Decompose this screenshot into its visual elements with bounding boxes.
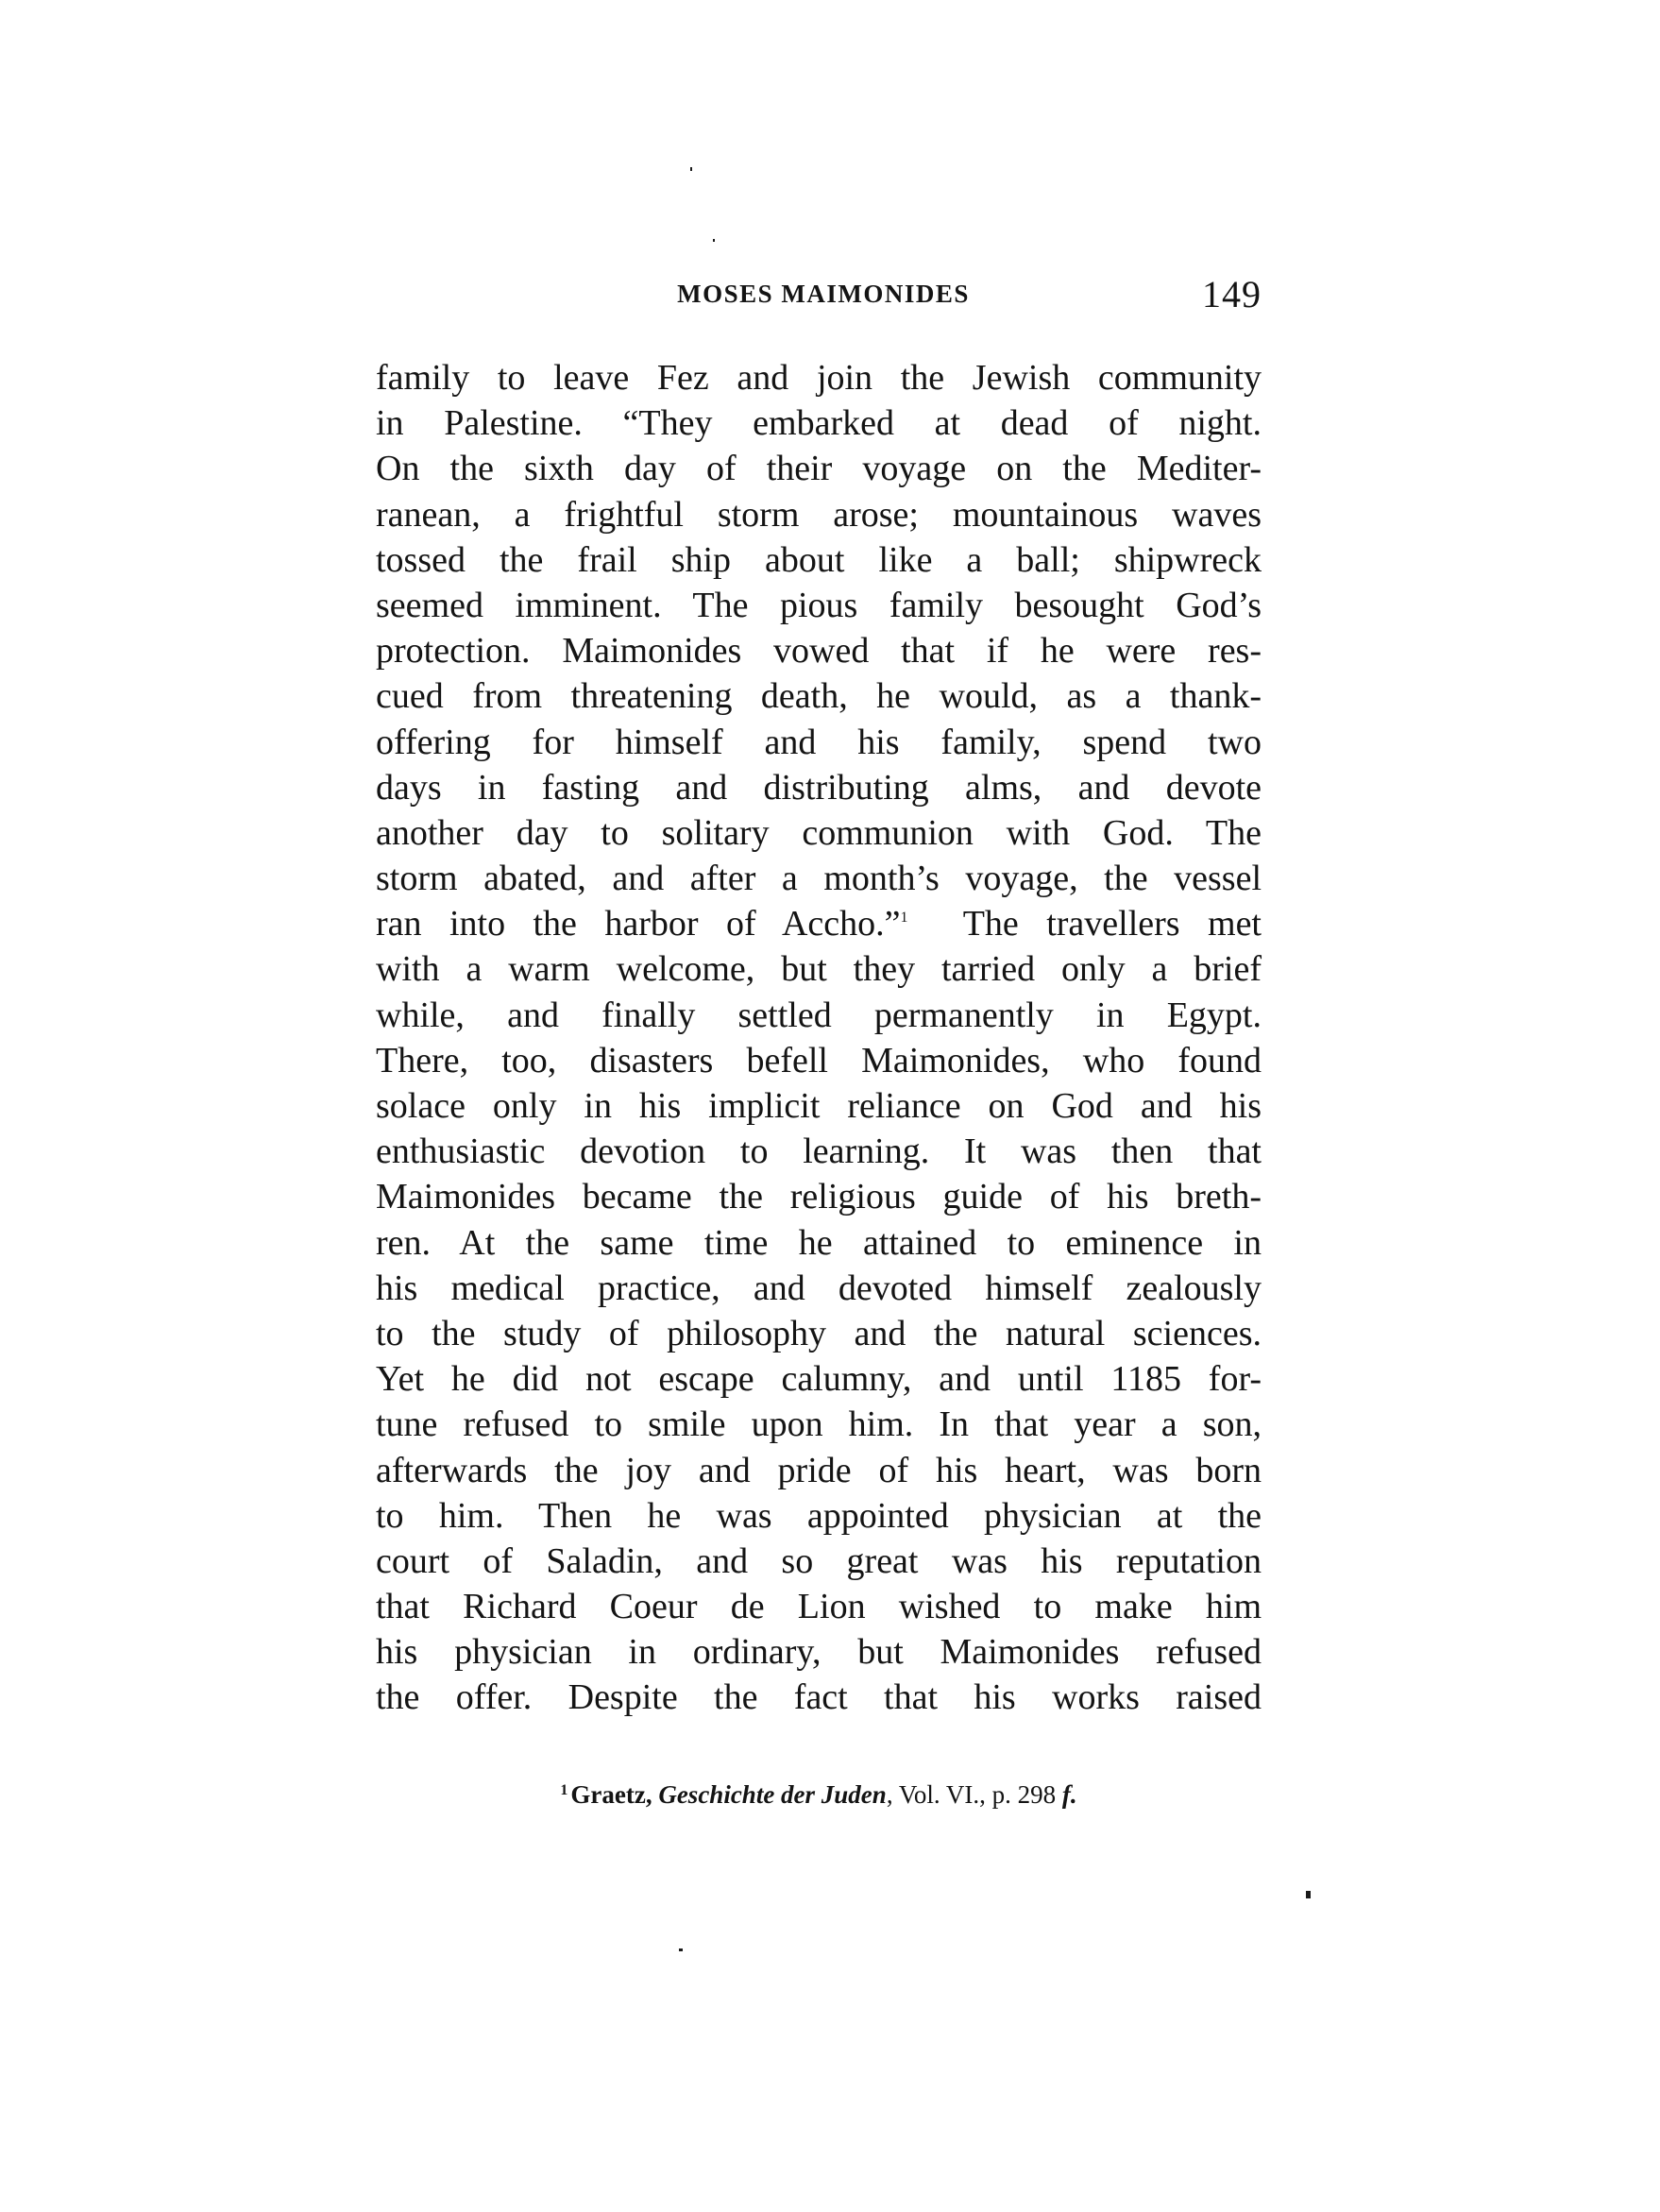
text-line: his medical practice, and devoted himself zealously: [376, 1268, 1262, 1308]
page-number: 149: [1202, 273, 1262, 315]
text-line: ranean, a frightful storm arose; mountainous waves: [376, 494, 1262, 535]
text-line: the offer. Despite the fact that his works raised: [376, 1677, 1262, 1718]
scan-speck: [690, 167, 692, 171]
scan-speck: [1306, 1891, 1311, 1898]
text-line: that Richard Coeur de Lion wished to make him: [376, 1587, 1262, 1627]
text-line: in Palestine. “They embarked at dead of night.: [376, 403, 1262, 444]
running-title: MOSES MAIMONIDES: [677, 280, 970, 308]
text-line: to the study of philosophy and the natural sciences.: [376, 1313, 1262, 1353]
footnote: [376, 1780, 1262, 1810]
footnote-title: Geschichte der Juden: [658, 1780, 887, 1809]
text-line: solace only in his implicit reliance on God and his: [376, 1086, 1262, 1126]
running-header: [376, 272, 1262, 319]
text-line: another day to solitary communion with God. The: [376, 812, 1262, 853]
text-line: with a warm welcome, but they tarried only a brief: [376, 949, 1262, 990]
footnote-author: Graetz,: [570, 1780, 659, 1809]
line-text: ran into the harbor of Accho.”: [376, 904, 901, 944]
footnote-marker: 1: [560, 1782, 568, 1798]
text-line: tossed the frail ship about like a ball; shipwreck: [376, 539, 1262, 580]
text-line: protection. Maimonides vowed that if he were res-: [376, 631, 1262, 672]
text-line: storm abated, and after a month’s voyage, the vessel: [376, 859, 1262, 899]
text-line: Yet he did not escape calumny, and until 1185 for-: [376, 1359, 1262, 1400]
footnote-suffix: f.: [1061, 1780, 1077, 1809]
line-text-tail: The travellers met: [907, 904, 1262, 944]
body-text: [376, 355, 1262, 1721]
text-line: while, and finally settled permanently in Egypt.: [376, 995, 1262, 1035]
text-line: offering for himself and his family, spend two: [376, 722, 1262, 762]
text-line: tune refused to smile upon him. In that year a son,: [376, 1404, 1262, 1445]
text-line: court of Saladin, and so great was his reputation: [376, 1540, 1262, 1581]
text-line: cued from threatening death, he would, as a thank-: [376, 676, 1262, 717]
text-line: family to leave Fez and join the Jewish community: [376, 358, 1262, 398]
text-line: his physician in ordinary, but Maimonides refused: [376, 1632, 1262, 1673]
text-line: Maimonides became the religious guide of his breth-: [376, 1177, 1262, 1217]
footnote-reference: 1: [900, 910, 908, 927]
text-line: enthusiastic devotion to learning. It was then that: [376, 1132, 1262, 1172]
text-line: afterwards the joy and pride of his heart, was born: [376, 1450, 1262, 1490]
text-line: days in fasting and distributing alms, and devote: [376, 767, 1262, 808]
scan-speck: [713, 239, 715, 242]
text-line: On the sixth day of their voyage on the Mediter-: [376, 449, 1262, 489]
text-line-with-footnote-ref: [376, 901, 1262, 946]
text-line: ren. At the same time he attained to eminence in: [376, 1222, 1262, 1263]
text-line: seemed imminent. The pious family besought God’s: [376, 585, 1262, 625]
scan-speck: [679, 1948, 683, 1951]
text-line: to him. Then he was appointed physician at the: [376, 1495, 1262, 1536]
text-line: There, too, disasters befell Maimonides, who found: [376, 1040, 1262, 1080]
footnote-details: , Vol. VI., p. 298: [886, 1780, 1062, 1809]
